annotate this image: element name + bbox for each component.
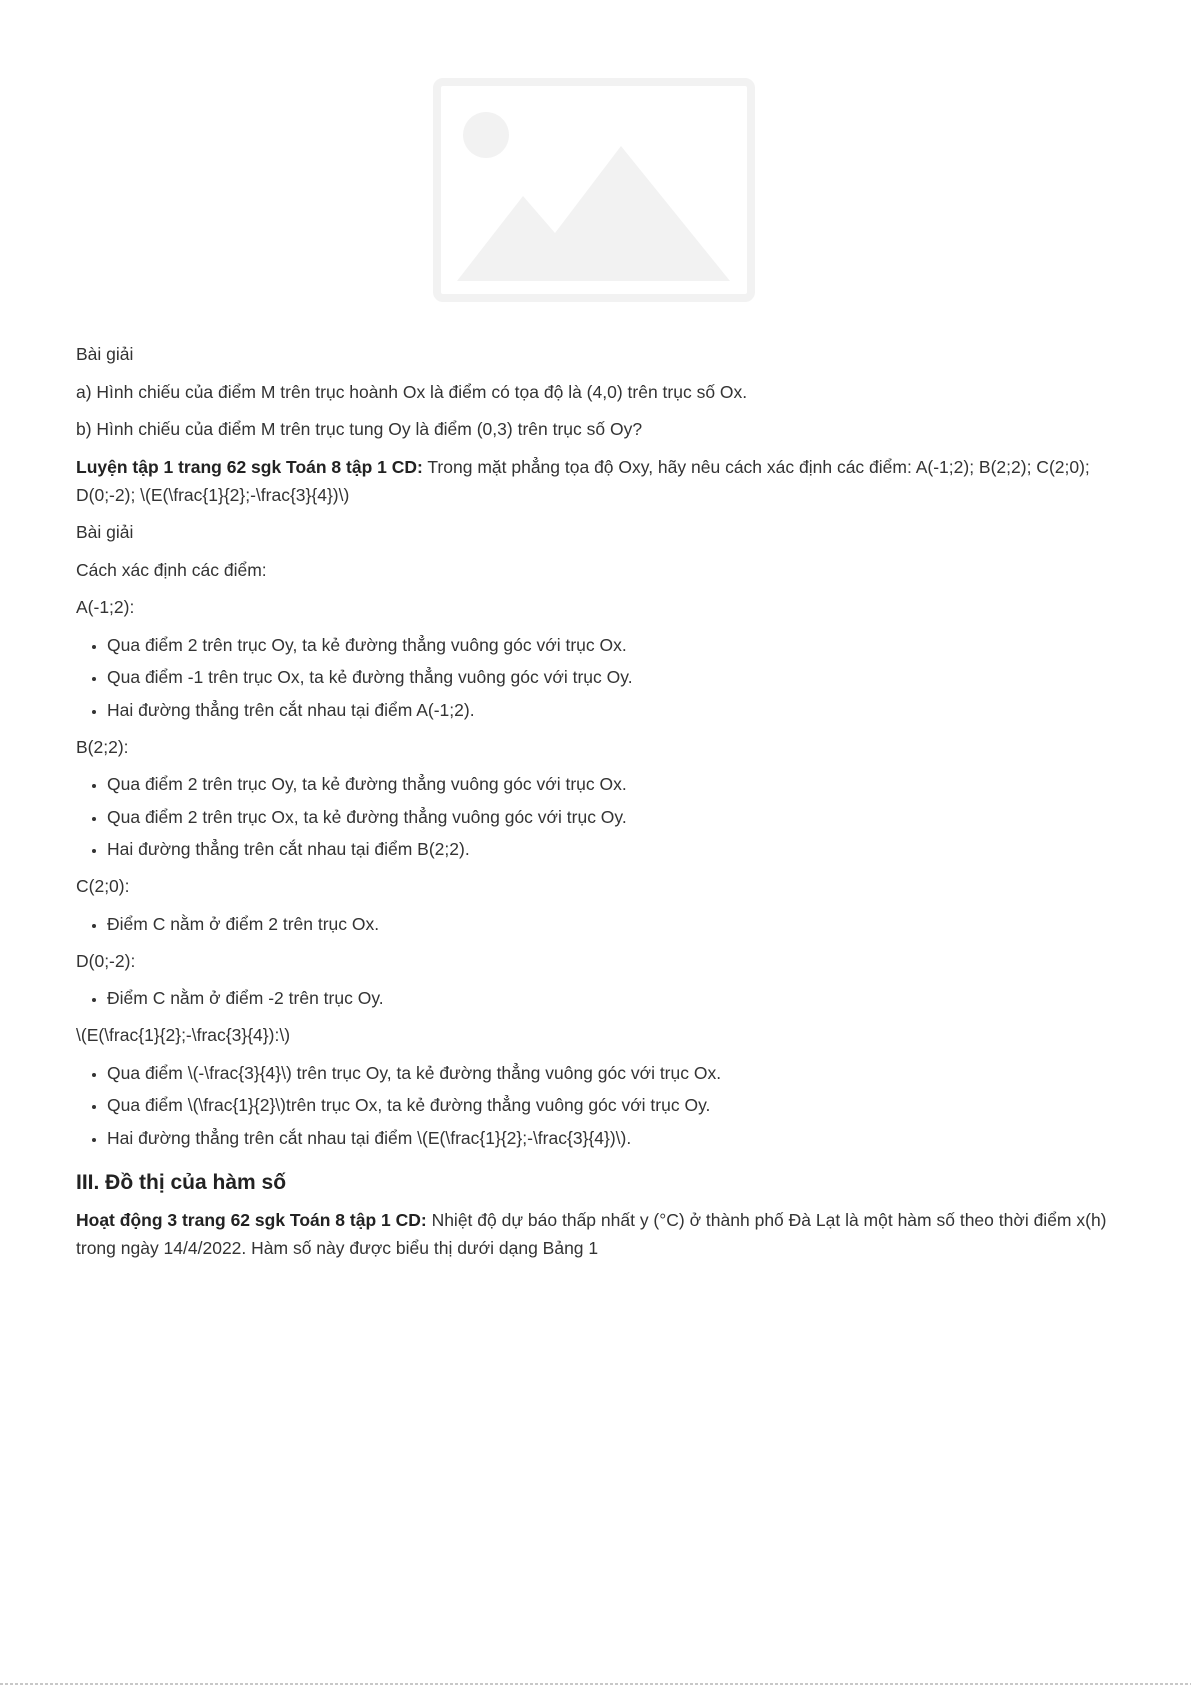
point-b-list [76, 770, 1116, 863]
list-item: • Qua điểm \(\frac{1}{2}\)trên trục Ox, ta kẻ đường thẳng vuông góc với trục Oy. [107, 1091, 1116, 1119]
list-item: • Hai đường thẳng trên cắt nhau tại điểm \(E(\frac{1}{2};-\frac{3}{4})\). [107, 1124, 1116, 1152]
method-intro: Cách xác định các điểm: [76, 559, 267, 580]
exercise-paragraph [76, 453, 1116, 509]
list-item: • Điểm C nằm ở điểm 2 trên trục Ox. [107, 910, 1116, 938]
activity-text: Nhiệt độ dự báo thấp nhất y (°C) ở thành phố Đà Lạt là một hàm số theo thời điểm x(h) trong ngày 14/4/2022. Hàm số này được biểu thị dưới dạng Bảng 1 [76, 1209, 1107, 1258]
point-e-list [76, 1059, 1116, 1152]
list-item: • Qua điểm 2 trên trục Ox, ta kẻ đường thẳng vuông góc với trục Oy. [107, 803, 1116, 831]
answer-b: b) Hình chiếu của điểm M trên trục tung Oy là điểm (0,3) trên trục số Oy? [76, 419, 643, 439]
exercise-text: Trong mặt phẳng tọa độ Oxy, hãy nêu cách xác định các điểm: A(-1;2); B(2;2); C(2;0); D(0;-2); \(E(\frac{1}{2};-\frac{3}{4})\) [76, 456, 1090, 505]
solution-label: Bài giải [76, 344, 134, 364]
list-item: • Qua điểm \(-\frac{3}{4}\) trên trục Oy, ta kẻ đường thẳng vuông góc với trục Ox. [107, 1059, 1116, 1087]
list-item: • Hai đường thẳng trên cắt nhau tại điểm B(2;2). [107, 835, 1116, 863]
list-item: • Qua điểm 2 trên trục Oy, ta kẻ đường thẳng vuông góc với trục Ox. [107, 770, 1116, 798]
point-e-label: \(E(\frac{1}{2};-\frac{3}{4}):\) [76, 1025, 291, 1045]
point-d-list [76, 984, 1116, 1012]
list-item: • Hai đường thẳng trên cắt nhau tại điểm A(-1;2). [107, 696, 1116, 724]
list-item: • Qua điểm -1 trên trục Ox, ta kẻ đường thẳng vuông góc với trục Oy. [107, 663, 1116, 691]
image-placeholder [433, 78, 755, 302]
point-c-label: C(2;0): [76, 876, 130, 896]
solution-label-2: Bài giải [76, 522, 134, 542]
point-b-label: B(2;2): [76, 736, 129, 757]
image-placeholder-icon [433, 78, 755, 302]
list-item: • Điểm C nằm ở điểm -2 trên trục Oy. [107, 984, 1116, 1012]
activity-paragraph [76, 1206, 1116, 1262]
point-c-list [76, 910, 1116, 938]
activity-title: Hoạt động 3 trang 62 sgk Toán 8 tập 1 CD: [76, 1209, 427, 1230]
list-item: • Qua điểm 2 trên trục Oy, ta kẻ đường thẳng vuông góc với trục Ox. [107, 631, 1116, 659]
answer-a: a) Hình chiếu của điểm M trên trục hoành Ox là điểm có tọa độ là (4,0) trên trục số Ox. [76, 381, 748, 402]
point-a-list [76, 631, 1116, 724]
article-content [76, 340, 1116, 1271]
section-heading: III. Đồ thị của hàm số [76, 1170, 287, 1194]
point-a-label: A(-1;2): [76, 597, 135, 617]
point-d-label: D(0;-2): [76, 950, 136, 971]
exercise-title: Luyện tập 1 trang 62 sgk Toán 8 tập 1 CD: [76, 456, 423, 477]
